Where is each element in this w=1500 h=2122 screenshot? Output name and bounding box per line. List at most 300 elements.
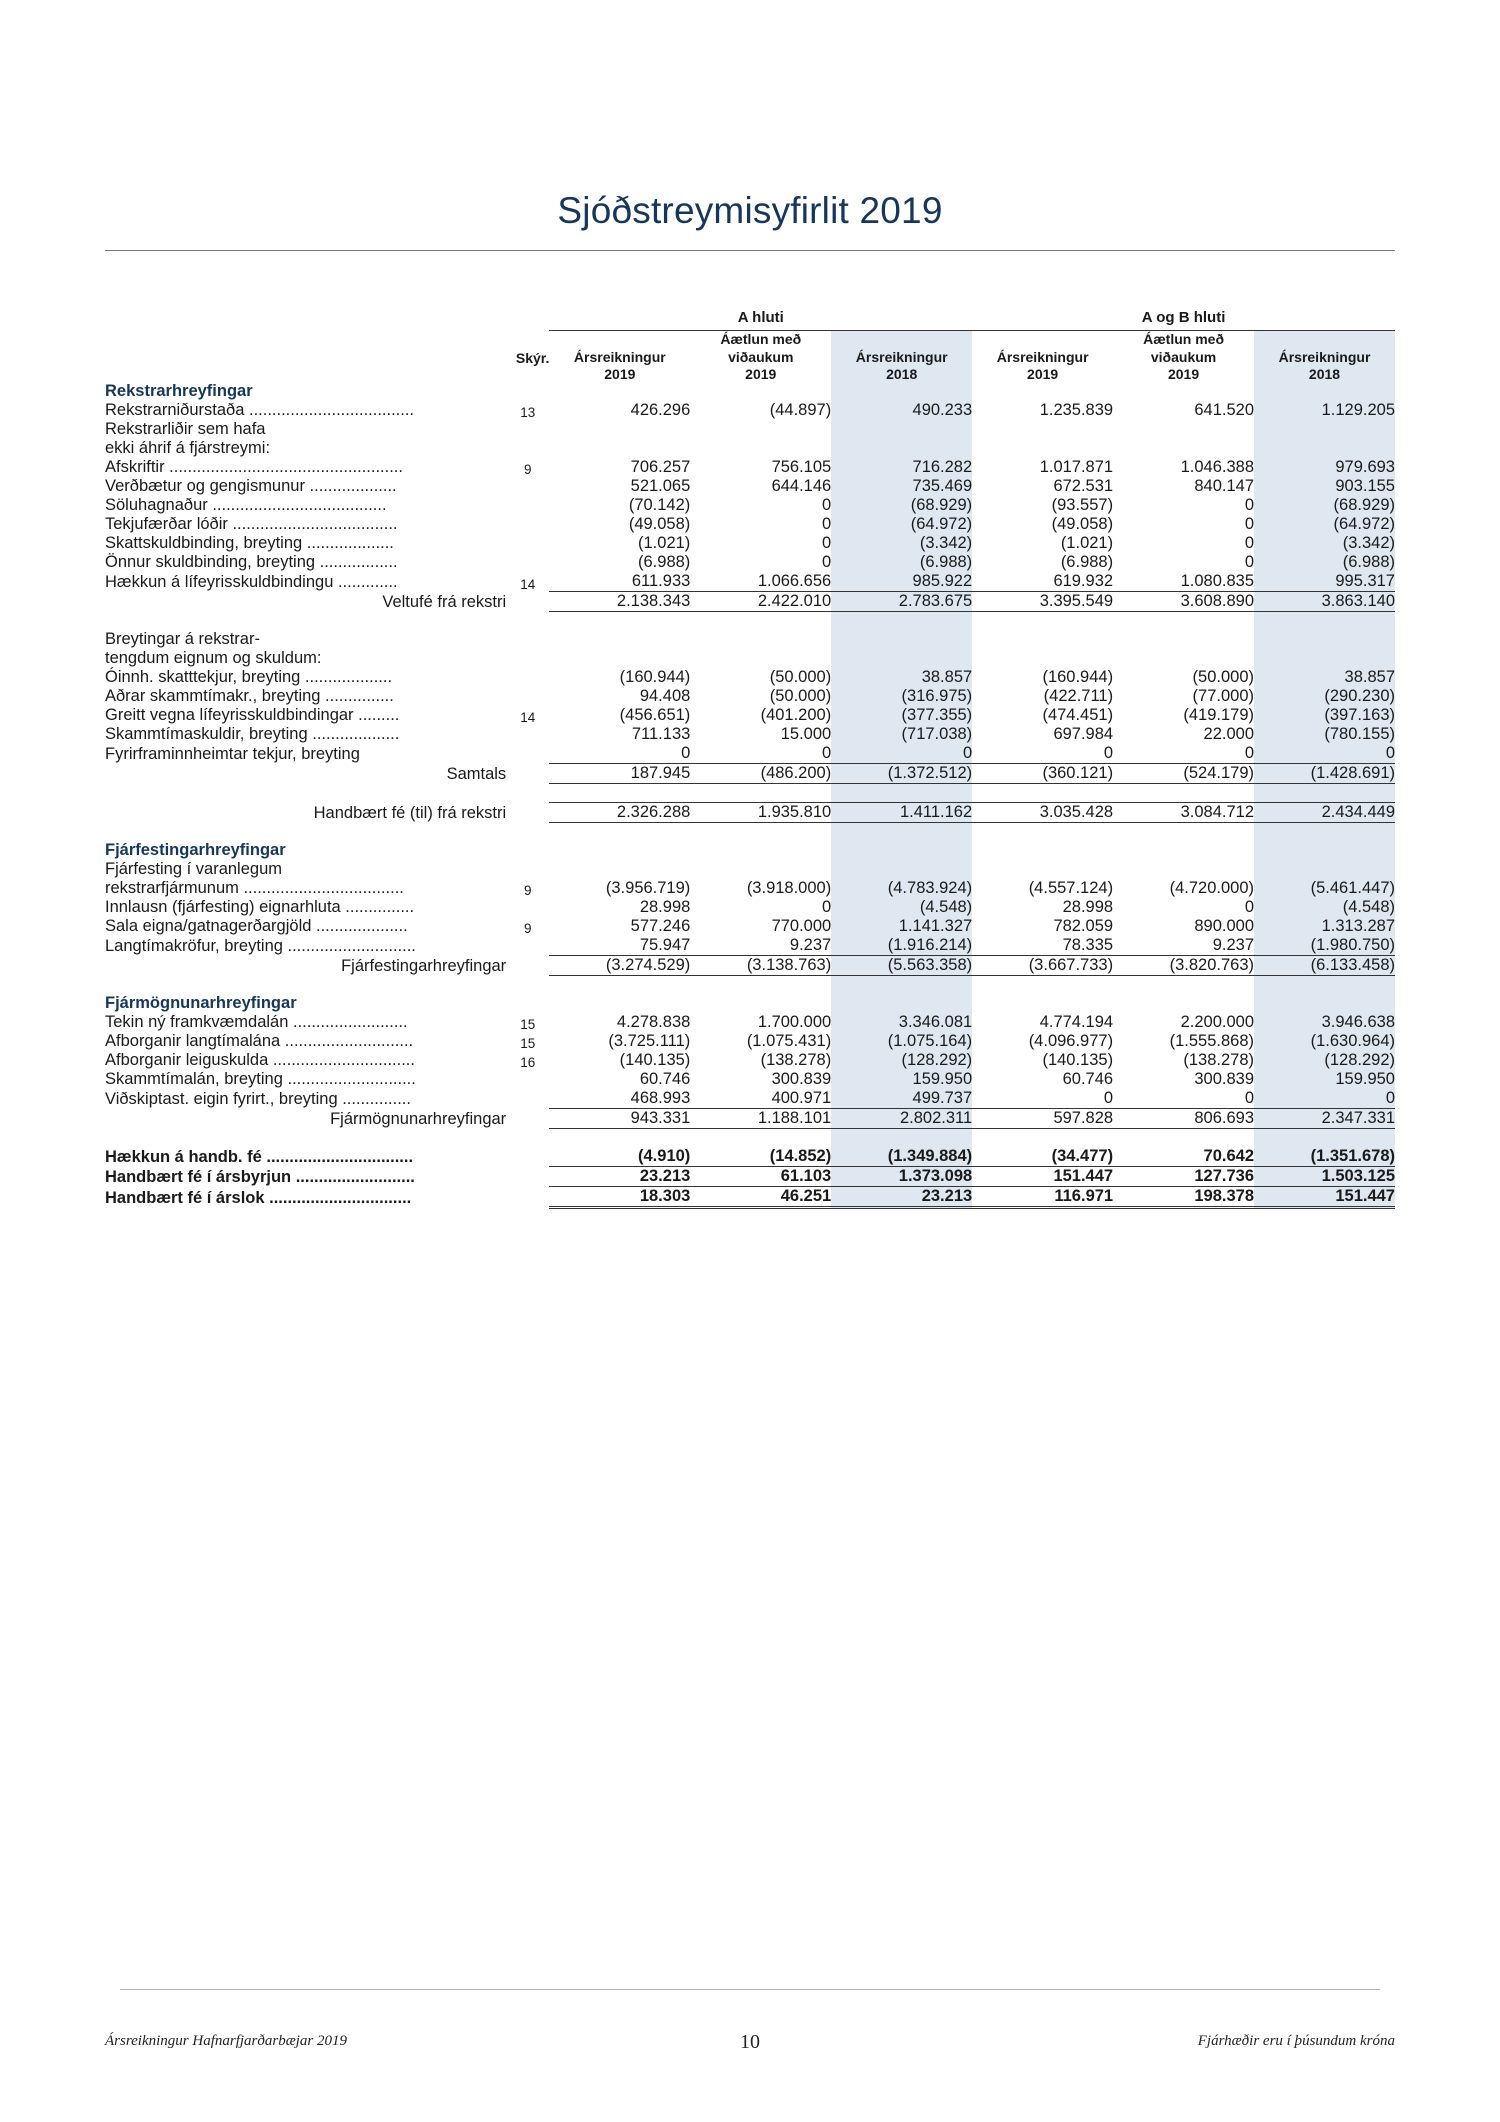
row-value: (49.058) bbox=[1051, 515, 1114, 533]
row-value: 38.857 bbox=[1254, 668, 1395, 687]
row-value: 521.065 bbox=[630, 477, 691, 495]
table-row bbox=[105, 592, 1395, 612]
col-year-2: 2018 bbox=[831, 366, 972, 382]
row-value bbox=[1254, 439, 1395, 458]
row-value bbox=[1113, 860, 1254, 879]
row-value: (93.557) bbox=[1051, 496, 1114, 514]
row-value: 619.932 bbox=[972, 572, 1113, 592]
row-label: Handbært fé (til) frá rekstri bbox=[313, 803, 507, 822]
row-label: Aðrar skammtímakr., breyting ............... bbox=[105, 687, 394, 705]
row-value: 18.303 bbox=[549, 1187, 690, 1208]
row-value: 4.774.194 bbox=[1039, 1013, 1114, 1031]
table-row bbox=[105, 572, 1395, 592]
row-value: 1.313.287 bbox=[1254, 917, 1395, 936]
row-value: (14.852) bbox=[690, 1147, 831, 1167]
row-note-ref: 15 bbox=[520, 1017, 536, 1032]
row-note-ref bbox=[506, 668, 549, 687]
row-value: 0 bbox=[1244, 553, 1255, 571]
row-value: 400.971 bbox=[690, 1089, 831, 1109]
row-value: 2.422.010 bbox=[690, 592, 831, 612]
row-note-ref bbox=[506, 764, 549, 784]
row-value: 2.347.331 bbox=[1254, 1109, 1395, 1129]
row-value: 697.984 bbox=[1053, 725, 1114, 743]
row-label: Fyrirframinnheimtar tekjur, breyting bbox=[105, 744, 360, 763]
row-value bbox=[972, 860, 1113, 879]
col-header-3: Ársreikningur bbox=[996, 348, 1089, 365]
row-value: (456.651) bbox=[619, 706, 691, 724]
row-value: (68.929) bbox=[831, 496, 972, 515]
row-value bbox=[549, 630, 690, 649]
row-value: (50.000) bbox=[769, 687, 832, 705]
row-value: 0 bbox=[972, 1089, 1113, 1109]
table-row bbox=[105, 725, 1395, 744]
row-note-ref bbox=[506, 496, 549, 515]
col-year-4: 2019 bbox=[1167, 366, 1200, 382]
row-label: Samtals bbox=[446, 764, 507, 783]
page-number: 10 bbox=[740, 2031, 760, 2053]
row-note-ref bbox=[506, 649, 549, 668]
table-row bbox=[105, 477, 1395, 496]
row-value bbox=[549, 860, 690, 879]
row-value: 23.213 bbox=[549, 1167, 690, 1187]
table-row bbox=[105, 1089, 1395, 1109]
row-value bbox=[831, 860, 972, 879]
row-value: (68.929) bbox=[1254, 496, 1395, 515]
page-title: Sjóðstreymisyfirlit 2019 bbox=[557, 190, 943, 231]
row-value: (360.121) bbox=[972, 764, 1113, 784]
row-value: 28.998 bbox=[639, 898, 691, 916]
row-value: (717.038) bbox=[831, 725, 972, 744]
table-row bbox=[105, 917, 1395, 936]
row-value: 2.138.343 bbox=[549, 592, 690, 612]
row-value: 782.059 bbox=[1053, 917, 1114, 935]
row-label: Afborganir leiguskulda ............................... bbox=[105, 1051, 415, 1069]
col-year-5: 2018 bbox=[1254, 366, 1395, 382]
col-year-1: 2019 bbox=[745, 366, 777, 382]
row-value: 716.282 bbox=[831, 458, 972, 477]
row-value: (524.179) bbox=[1113, 764, 1254, 784]
table-row bbox=[105, 553, 1395, 572]
row-value: 0 bbox=[1244, 496, 1255, 514]
row-label: Rekstrarliðir sem hafa bbox=[105, 420, 266, 438]
row-value: (64.972) bbox=[1254, 515, 1395, 534]
table-row bbox=[105, 420, 1395, 439]
row-value bbox=[831, 439, 972, 458]
row-value: 300.839 bbox=[1194, 1070, 1255, 1088]
row-value: 116.971 bbox=[972, 1187, 1113, 1208]
row-value: 1.411.162 bbox=[831, 803, 972, 823]
row-note-ref: 16 bbox=[520, 1055, 536, 1070]
row-value: 0 bbox=[549, 744, 690, 764]
row-note-ref bbox=[506, 439, 549, 458]
row-label: Handbært fé í ársbyrjun .......................... bbox=[105, 1167, 415, 1186]
col-header-5: Ársreikningur bbox=[1254, 331, 1395, 366]
row-label: Óinnh. skatttekjur, breyting ................... bbox=[105, 668, 393, 686]
table-row bbox=[105, 1070, 1395, 1089]
table-row bbox=[105, 534, 1395, 553]
table-header bbox=[105, 309, 1395, 382]
row-value bbox=[549, 439, 690, 458]
row-value: 3.084.712 bbox=[1113, 803, 1254, 823]
row-value: 499.737 bbox=[831, 1089, 972, 1109]
row-value bbox=[1113, 630, 1254, 649]
row-label: Viðskiptast. eigin fyrirt., breyting ............... bbox=[105, 1089, 411, 1108]
section-heading-row bbox=[105, 994, 1395, 1013]
table-row bbox=[105, 764, 1395, 784]
table-row bbox=[105, 936, 1395, 956]
row-value bbox=[972, 649, 1113, 668]
table-row bbox=[105, 496, 1395, 515]
row-value: (5.461.447) bbox=[1254, 879, 1395, 898]
table-row bbox=[105, 706, 1395, 725]
row-value bbox=[831, 649, 972, 668]
row-value bbox=[972, 630, 1113, 649]
section-heading: Rekstrarhreyfingar bbox=[105, 382, 253, 400]
row-note-ref: 13 bbox=[520, 405, 536, 420]
row-value: 1.700.000 bbox=[757, 1013, 832, 1031]
row-value: 159.950 bbox=[831, 1070, 972, 1089]
table-row bbox=[105, 744, 1395, 764]
row-value: (160.944) bbox=[619, 668, 691, 686]
row-value: (49.058) bbox=[628, 515, 691, 533]
col-header-1: Áætlun með viðaukum bbox=[720, 331, 802, 365]
row-value bbox=[972, 420, 1113, 439]
row-value: 979.693 bbox=[1254, 458, 1395, 477]
row-value: 198.378 bbox=[1113, 1187, 1254, 1208]
row-value bbox=[1113, 649, 1254, 668]
table-row bbox=[105, 956, 1395, 976]
row-label: Rekstrarniðurstaða .................................... bbox=[105, 401, 415, 419]
row-value: 3.608.890 bbox=[1113, 592, 1254, 612]
row-value: (419.179) bbox=[1183, 706, 1255, 724]
row-value: (128.292) bbox=[1254, 1051, 1395, 1070]
row-value: (4.548) bbox=[831, 898, 972, 917]
row-value: 0 bbox=[822, 534, 832, 552]
row-label: Innlausn (fjárfesting) eignarhluta ............... bbox=[105, 898, 415, 916]
table-row bbox=[105, 458, 1395, 477]
row-note-ref bbox=[506, 1167, 549, 1187]
row-value: 38.857 bbox=[831, 668, 972, 687]
row-note-ref bbox=[506, 956, 549, 976]
row-value: (6.988) bbox=[831, 553, 972, 572]
row-value: 672.531 bbox=[1053, 477, 1114, 495]
row-value: 2.200.000 bbox=[1180, 1013, 1255, 1031]
row-note-ref bbox=[506, 1089, 549, 1109]
footer-right-text: Fjárhæðir eru í þúsundum króna bbox=[1197, 2033, 1395, 2049]
row-value: 1.188.101 bbox=[690, 1109, 831, 1129]
row-value: 0 bbox=[1113, 1089, 1254, 1109]
section-spacer bbox=[105, 976, 1395, 995]
table-row bbox=[105, 1051, 1395, 1070]
row-value: (4.548) bbox=[1254, 898, 1395, 917]
row-value: 611.933 bbox=[549, 572, 690, 592]
table-row bbox=[105, 860, 1395, 879]
col-header-2: Ársreikningur bbox=[831, 331, 972, 366]
row-value: (397.163) bbox=[1254, 706, 1395, 725]
row-value: (5.563.358) bbox=[831, 956, 972, 976]
row-value: (4.720.000) bbox=[1169, 879, 1255, 897]
row-note-ref: 14 bbox=[520, 710, 536, 725]
row-value: 1.373.098 bbox=[831, 1167, 972, 1187]
row-value bbox=[549, 420, 690, 439]
row-value: (4.096.977) bbox=[1028, 1032, 1114, 1050]
row-value: 903.155 bbox=[1254, 477, 1395, 496]
row-note-ref bbox=[506, 1070, 549, 1089]
row-value: (50.000) bbox=[769, 668, 832, 686]
row-value: 9.237 bbox=[690, 936, 831, 956]
row-value: 151.447 bbox=[1254, 1187, 1395, 1208]
row-value: 3.863.140 bbox=[1254, 592, 1395, 612]
row-value bbox=[690, 649, 831, 668]
row-value: (140.135) bbox=[619, 1051, 691, 1069]
row-value: (3.918.000) bbox=[746, 879, 832, 897]
row-value: (780.155) bbox=[1254, 725, 1395, 744]
row-note-ref: 9 bbox=[524, 883, 532, 898]
table-row bbox=[105, 803, 1395, 823]
table-row bbox=[105, 1032, 1395, 1051]
table-row bbox=[105, 898, 1395, 917]
row-value: 756.105 bbox=[771, 458, 832, 476]
row-value: (34.477) bbox=[972, 1147, 1113, 1167]
row-value: 15.000 bbox=[780, 725, 832, 743]
row-value: 2.802.311 bbox=[831, 1109, 972, 1129]
row-value: 1.017.871 bbox=[1039, 458, 1114, 476]
row-label: Skammtímaskuldir, breyting ................... bbox=[105, 725, 400, 743]
row-value: (1.021) bbox=[1060, 534, 1114, 552]
row-value: 60.746 bbox=[1062, 1070, 1114, 1088]
row-note-ref bbox=[506, 860, 549, 879]
row-value: (138.278) bbox=[1183, 1051, 1255, 1069]
row-note-ref bbox=[506, 420, 549, 439]
col-header-0: Ársreikningur bbox=[573, 348, 666, 365]
page-footer bbox=[105, 2031, 1395, 2053]
row-label: Handbært fé í árslok ............................... bbox=[105, 1188, 412, 1207]
row-value bbox=[1254, 630, 1395, 649]
row-value bbox=[690, 439, 831, 458]
row-value: (474.451) bbox=[1042, 706, 1114, 724]
row-value: 151.447 bbox=[972, 1167, 1113, 1187]
table-row bbox=[105, 1147, 1395, 1167]
row-value: 711.133 bbox=[631, 725, 691, 743]
col-year-0: 2019 bbox=[604, 366, 636, 382]
row-value: 1.935.810 bbox=[690, 803, 831, 823]
row-value: 2.783.675 bbox=[831, 592, 972, 612]
row-value: (486.200) bbox=[690, 764, 831, 784]
row-value: 641.520 bbox=[1194, 401, 1255, 419]
col-header-skyr: Skýr. bbox=[515, 350, 550, 366]
row-value: 985.922 bbox=[831, 572, 972, 592]
row-label: Tekin ný framkvæmdalán ......................... bbox=[105, 1013, 408, 1031]
row-value: (3.725.111) bbox=[608, 1032, 691, 1050]
table-row bbox=[105, 879, 1395, 898]
row-note-ref: 9 bbox=[524, 921, 532, 936]
row-value: 3.035.428 bbox=[972, 803, 1113, 823]
row-note-ref bbox=[506, 1147, 549, 1167]
section-spacer bbox=[105, 784, 1395, 803]
row-label: Fjármögnunarhreyfingar bbox=[330, 1109, 507, 1128]
row-value bbox=[972, 439, 1113, 458]
row-value: 1.235.839 bbox=[1039, 401, 1114, 419]
row-value: (316.975) bbox=[831, 687, 972, 706]
row-note-ref bbox=[506, 1187, 549, 1208]
row-label: Breytingar á rekstrar- bbox=[105, 630, 260, 648]
table-row bbox=[105, 1167, 1395, 1187]
section-heading: Fjármögnunarhreyfingar bbox=[105, 994, 297, 1012]
row-value: 644.146 bbox=[771, 477, 832, 495]
row-value: 4.278.838 bbox=[616, 1013, 691, 1031]
row-value: 943.331 bbox=[549, 1109, 690, 1129]
row-label: Afskriftir ................................................... bbox=[105, 458, 403, 476]
row-value: 3.395.549 bbox=[972, 592, 1113, 612]
row-value: 60.746 bbox=[639, 1070, 691, 1088]
row-value: 426.296 bbox=[630, 401, 691, 419]
table-body bbox=[105, 382, 1395, 1208]
row-label: Tekjufærðar lóðir .................................... bbox=[105, 515, 398, 533]
row-note-ref: 15 bbox=[520, 1036, 536, 1051]
section-heading: Fjárfestingarhreyfingar bbox=[105, 841, 286, 859]
row-note-ref bbox=[506, 534, 549, 553]
row-value: (50.000) bbox=[1192, 668, 1255, 686]
row-value: 127.736 bbox=[1113, 1167, 1254, 1187]
row-note-ref bbox=[506, 553, 549, 572]
section-spacer bbox=[105, 612, 1395, 631]
row-value: (290.230) bbox=[1254, 687, 1395, 706]
row-value: (140.135) bbox=[1042, 1051, 1114, 1069]
row-value: 0 bbox=[690, 744, 831, 764]
row-value: 187.945 bbox=[549, 764, 690, 784]
row-value: 94.408 bbox=[639, 687, 691, 705]
table-row bbox=[105, 1013, 1395, 1032]
row-value: 75.947 bbox=[549, 936, 690, 956]
row-note-ref bbox=[506, 936, 549, 956]
row-value: (6.133.458) bbox=[1254, 956, 1395, 976]
row-value: 0 bbox=[822, 496, 832, 514]
row-value: 22.000 bbox=[1203, 725, 1255, 743]
row-note-ref: 9 bbox=[524, 462, 532, 477]
row-value: 2.434.449 bbox=[1254, 803, 1395, 823]
row-value: 806.693 bbox=[1113, 1109, 1254, 1129]
row-value: (70.142) bbox=[628, 496, 691, 514]
row-label: Söluhagnaður ...................................... bbox=[105, 496, 387, 514]
row-value: 840.147 bbox=[1194, 477, 1255, 495]
table-row bbox=[105, 401, 1395, 420]
row-value: (138.278) bbox=[760, 1051, 832, 1069]
section-spacer bbox=[105, 823, 1395, 842]
row-value: (1.630.964) bbox=[1254, 1032, 1395, 1051]
row-value: 1.046.388 bbox=[1180, 458, 1255, 476]
row-value bbox=[549, 649, 690, 668]
row-value: 1.066.656 bbox=[690, 572, 831, 592]
row-label: Veltufé frá rekstri bbox=[382, 592, 507, 611]
table-row bbox=[105, 439, 1395, 458]
table-row bbox=[105, 1109, 1395, 1129]
row-value: (160.944) bbox=[1042, 668, 1114, 686]
row-value: (422.711) bbox=[1043, 687, 1114, 705]
row-value: 23.213 bbox=[831, 1187, 972, 1208]
row-value: (3.342) bbox=[1254, 534, 1395, 553]
row-value: 2.326.288 bbox=[549, 803, 690, 823]
row-value: 28.998 bbox=[1062, 898, 1114, 916]
row-label: Skattskuldbinding, breyting ................... bbox=[105, 534, 394, 552]
row-value: 577.246 bbox=[630, 917, 691, 935]
group-header-a: A hluti bbox=[549, 309, 972, 331]
row-label: Fjárfesting í varanlegum bbox=[105, 860, 282, 878]
row-value: (1.372.512) bbox=[831, 764, 972, 784]
table-row bbox=[105, 1187, 1395, 1208]
row-value: (1.555.868) bbox=[1169, 1032, 1255, 1050]
row-note-ref bbox=[506, 725, 549, 744]
row-value: 1.503.125 bbox=[1254, 1167, 1395, 1187]
footer-divider bbox=[120, 1989, 1380, 1990]
section-heading-row bbox=[105, 841, 1395, 860]
row-note-ref: 14 bbox=[520, 576, 536, 592]
row-value bbox=[1254, 860, 1395, 879]
row-value: 3.946.638 bbox=[1254, 1013, 1395, 1032]
row-label: tengdum eignum og skuldum: bbox=[105, 649, 322, 667]
row-value: (3.956.719) bbox=[605, 879, 691, 897]
row-label: Langtímakröfur, breyting ............................ bbox=[105, 936, 416, 955]
table-row bbox=[105, 630, 1395, 649]
row-value: 1.141.327 bbox=[831, 917, 972, 936]
row-label: Hækkun á handb. fé ................................ bbox=[105, 1147, 414, 1166]
row-value: 300.839 bbox=[771, 1070, 832, 1088]
row-value: (4.910) bbox=[549, 1147, 690, 1167]
row-value: 3.346.081 bbox=[831, 1013, 972, 1032]
row-label: Fjárfestingarhreyfingar bbox=[341, 956, 507, 975]
row-label: rekstrarfjármunum ................................... bbox=[105, 879, 404, 897]
row-value bbox=[831, 420, 972, 439]
group-header-ab: A og B hluti bbox=[972, 309, 1395, 331]
row-label: ekki áhrif á fjárstreymi: bbox=[105, 439, 271, 457]
row-value: (1.075.164) bbox=[831, 1032, 972, 1051]
row-value: 0 bbox=[972, 744, 1113, 764]
table-row bbox=[105, 687, 1395, 706]
row-label: Afborganir langtímalána ............................ bbox=[105, 1032, 414, 1050]
row-value: 890.000 bbox=[1194, 917, 1255, 935]
row-value: 597.828 bbox=[972, 1109, 1113, 1129]
row-value: 0 bbox=[1254, 1089, 1395, 1109]
row-note-ref bbox=[506, 1109, 549, 1129]
row-value: 490.233 bbox=[831, 401, 972, 420]
row-value: 735.469 bbox=[831, 477, 972, 496]
row-value: (1.980.750) bbox=[1254, 936, 1395, 956]
row-value: (6.988) bbox=[1060, 553, 1114, 571]
row-value: (3.138.763) bbox=[690, 956, 831, 976]
row-value: 46.251 bbox=[690, 1187, 831, 1208]
row-value: (6.988) bbox=[1254, 553, 1395, 572]
row-value: (377.355) bbox=[831, 706, 972, 725]
row-value: (1.351.678) bbox=[1254, 1147, 1395, 1167]
row-value: (1.075.431) bbox=[746, 1032, 832, 1050]
row-value bbox=[690, 420, 831, 439]
row-value bbox=[1113, 439, 1254, 458]
section-heading-row bbox=[105, 382, 1395, 401]
row-value: 0 bbox=[831, 744, 972, 764]
row-value: (128.292) bbox=[831, 1051, 972, 1070]
col-header-4: Áætlun með viðaukum bbox=[1143, 331, 1224, 365]
row-note-ref bbox=[506, 515, 549, 534]
row-value: 1.080.835 bbox=[1113, 572, 1254, 592]
row-value: 70.642 bbox=[1113, 1147, 1254, 1167]
row-value: 0 bbox=[822, 553, 832, 571]
row-value: 0 bbox=[1244, 898, 1255, 916]
row-label: Greitt vegna lífeyrisskuldbindingar ......... bbox=[105, 706, 400, 724]
row-value: 78.335 bbox=[972, 936, 1113, 956]
row-value: (64.972) bbox=[831, 515, 972, 534]
row-value: (3.342) bbox=[831, 534, 972, 553]
row-value bbox=[690, 860, 831, 879]
row-value: 0 bbox=[822, 515, 832, 533]
